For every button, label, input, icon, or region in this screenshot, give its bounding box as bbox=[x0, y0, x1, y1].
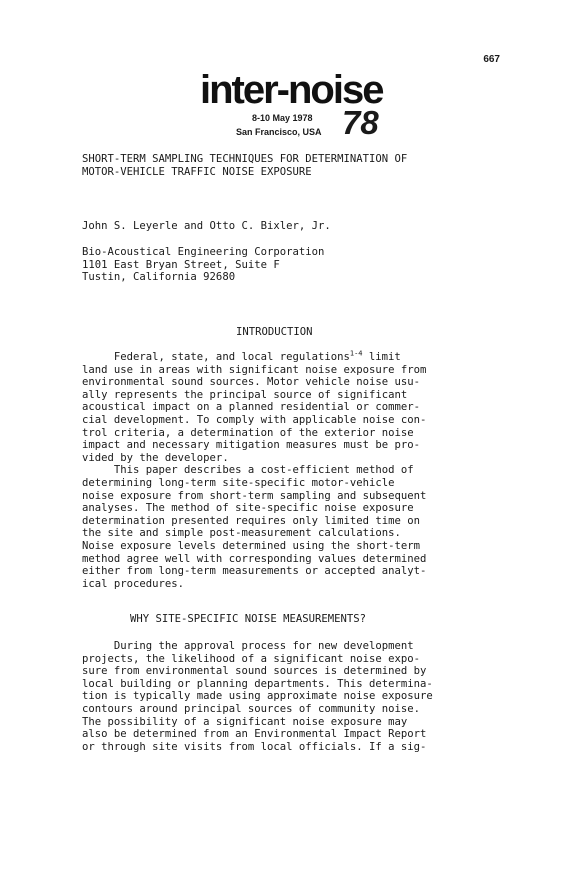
body-line: either from long-term measurements or accepted analyt- bbox=[82, 565, 427, 578]
body-line: Noise exposure levels determined using the short-term bbox=[82, 539, 421, 552]
body-line: acoustical impact on a planned residential or commer- bbox=[82, 401, 421, 414]
body-line: Federal, state, and local regulations$^{1-4}$ limit bbox=[82, 349, 401, 363]
body-line: During the approval process for new development bbox=[82, 640, 414, 652]
logo-year: 78 bbox=[342, 104, 379, 141]
body-line: The possibility of a significant noise exposure may bbox=[82, 715, 408, 728]
body-line: determining long-term site-specific motor-vehicle bbox=[82, 476, 395, 489]
body-line: the site and simple post-measurement calculations. bbox=[82, 527, 401, 540]
conference-logo bbox=[200, 68, 390, 142]
body-line: land use in areas with significant noise exposure from bbox=[82, 363, 427, 376]
body-line: also be determined from an Environmental Impact Report bbox=[82, 728, 427, 741]
body-line: vided by the developer. bbox=[82, 451, 229, 464]
introduction-body bbox=[82, 351, 502, 590]
body-line: environmental sound sources. Motor vehicle noise usu- bbox=[82, 376, 421, 389]
section-heading-introduction: INTRODUCTION bbox=[236, 326, 313, 338]
title-line: MOTOR-VEHICLE TRAFFIC NOISE EXPOSURE bbox=[82, 165, 312, 178]
body-line: method agree well with corresponding values determined bbox=[82, 552, 427, 565]
section-heading-why-site-specific: WHY SITE-SPECIFIC NOISE MEASUREMENTS? bbox=[130, 613, 366, 625]
affiliation-line: Bio-Acoustical Engineering Corporation bbox=[82, 246, 325, 258]
affiliation-line: Tustin, California 92680 bbox=[82, 271, 236, 284]
reference-superscript: 1-4 bbox=[349, 349, 363, 358]
body-line: analyses. The method of site-specific noise exposure bbox=[82, 502, 414, 515]
authors: John S. Leyerle and Otto C. Bixler, Jr. bbox=[82, 220, 331, 232]
body-line: tion is typically made using approximate noise exposure bbox=[82, 690, 433, 703]
body-line: determination presented requires only limited time on bbox=[82, 514, 421, 527]
title-line: SHORT-TERM SAMPLING TECHNIQUES FOR DETERMINATION OF bbox=[82, 153, 408, 165]
affiliation bbox=[82, 246, 502, 284]
body-line: cial development. To comply with applicable noise con- bbox=[82, 413, 427, 426]
body-line: projects, the likelihood of a significant noise expo- bbox=[82, 652, 421, 665]
body-line: ical procedures. bbox=[82, 577, 185, 590]
paper-title bbox=[82, 153, 502, 178]
body-line: local building or planning departments. This determina- bbox=[82, 677, 433, 690]
affiliation-line: 1101 East Bryan Street, Suite F bbox=[82, 258, 280, 271]
body-line: or through site visits from local officials. If a sig- bbox=[82, 740, 427, 753]
page-number: 667 bbox=[483, 54, 500, 65]
logo-dates: 8-10 May 1978 bbox=[252, 113, 313, 123]
body-line: ally represents the principal source of significant bbox=[82, 388, 408, 401]
body-line: noise exposure from short-term sampling and subsequent bbox=[82, 489, 427, 502]
body-line: impact and necessary mitigation measures must be pro- bbox=[82, 439, 421, 452]
logo-wordmark: inter-noise bbox=[200, 68, 383, 112]
body-line: sure from environmental sound sources is determined by bbox=[82, 665, 427, 678]
why-section-body bbox=[82, 640, 502, 753]
body-line: trol criteria, a determination of the exterior noise bbox=[82, 426, 414, 439]
body-line: This paper describes a cost-efficient method of bbox=[82, 464, 414, 477]
body-line: contours around principal sources of community noise. bbox=[82, 702, 421, 715]
logo-location: San Francisco, USA bbox=[236, 127, 322, 137]
